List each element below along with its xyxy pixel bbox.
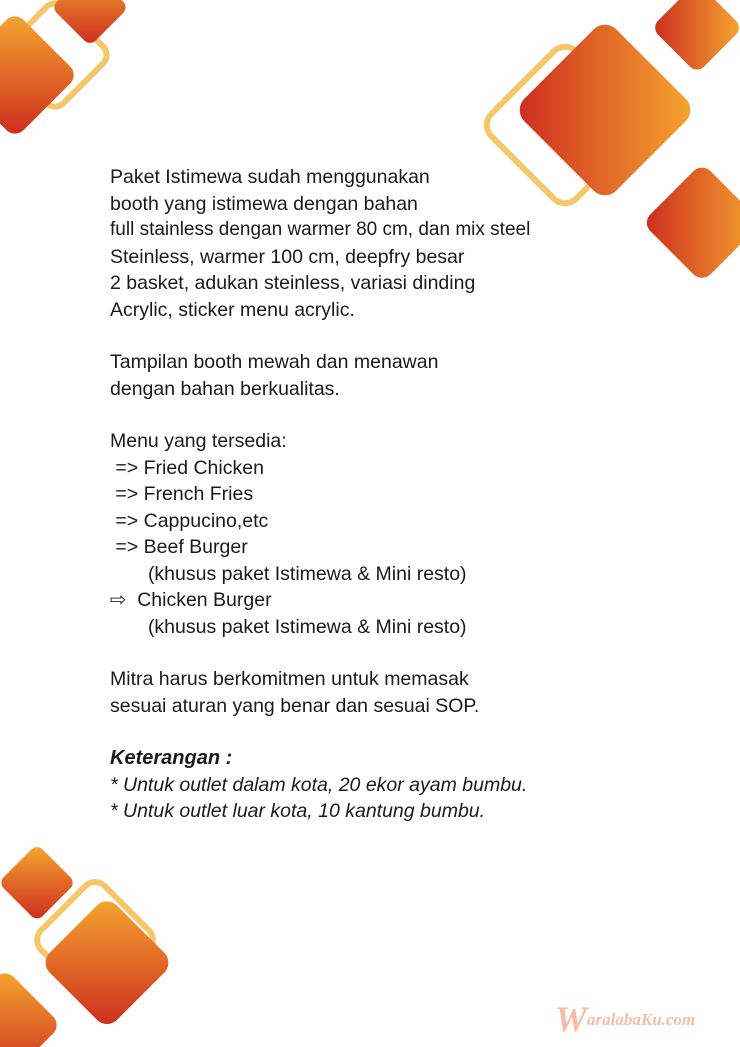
- diamond-top-left-large: [0, 11, 79, 138]
- menu-item-label: Chicken Burger: [137, 589, 272, 611]
- watermark-text: aralabaKu.com: [587, 1010, 696, 1029]
- notes-heading: Keterangan :: [110, 747, 233, 769]
- text-line: booth yang istimewa dengan bahan: [110, 192, 418, 215]
- menu-item-label: (khusus paket Istimewa & Mini resto): [147, 562, 467, 585]
- diamond-bottom-left-large: [40, 896, 174, 1030]
- indent: [110, 563, 148, 585]
- note-item: * Untuk outlet dalam kota, 20 ekor ayam bumbu.: [110, 773, 528, 796]
- diamond-bottom-left-outline: [31, 876, 158, 1003]
- diamond-top-right-small: [651, 0, 740, 74]
- indent: [110, 616, 148, 638]
- diamond-bottom-left-small: [0, 844, 76, 922]
- paragraph-booth: [110, 164, 710, 323]
- menu-item: [110, 481, 710, 508]
- diamond-bottom-left-corner: [0, 968, 62, 1047]
- diamond-top-left-outline: [0, 0, 112, 112]
- menu-item-label: Beef Burger: [143, 536, 248, 558]
- arrow-bullet: =>: [110, 483, 144, 505]
- arrow-bullet: ⇨: [110, 589, 138, 611]
- menu-item-label: Cappucino,etc: [143, 509, 269, 532]
- text-line: dengan bahan berkualitas.: [110, 377, 340, 400]
- menu-heading: Menu yang tersedia:: [110, 430, 287, 452]
- text-line: Steinless, warmer 100 cm, deepfry besar: [110, 245, 465, 268]
- paragraph-appearance: [110, 349, 710, 402]
- menu-item-label: French Fries: [143, 483, 254, 505]
- watermark-initial: W: [555, 999, 588, 1039]
- menu-item-label: Fried Chicken: [143, 456, 264, 479]
- paragraph-commitment: [110, 666, 710, 719]
- menu-item: [110, 455, 710, 482]
- text-line: 2 basket, adukan steinless, variasi dinding: [110, 272, 476, 294]
- menu-item-note: [110, 561, 710, 588]
- text-line: Tampilan booth mewah dan menawan: [110, 351, 439, 373]
- notes-section: [110, 745, 710, 825]
- note-item: * Untuk outlet luar kota, 10 kantung bumbu.: [110, 800, 486, 822]
- menu-item: [110, 534, 710, 561]
- arrow-bullet: =>: [110, 509, 144, 532]
- menu-section: [110, 428, 710, 640]
- menu-item: [110, 508, 710, 535]
- diamond-top-left-small: [51, 0, 129, 46]
- text-line: full stainless dengan warmer 80 cm, dan mix steel: [110, 219, 531, 240]
- menu-item-note: [110, 614, 710, 641]
- arrow-bullet: =>: [110, 536, 144, 558]
- content: [110, 164, 710, 825]
- text-line: Acrylic, sticker menu acrylic.: [110, 298, 355, 321]
- watermark-logo: [555, 998, 725, 1038]
- text-line: sesuai aturan yang benar dan sesuai SOP.: [110, 694, 480, 717]
- text-line: Mitra harus berkomitmen untuk memasak: [110, 668, 469, 690]
- arrow-bullet: =>: [110, 456, 144, 479]
- menu-item-label: (khusus paket Istimewa & Mini resto): [147, 615, 467, 638]
- text-line: Paket Istimewa sudah menggunakan: [110, 166, 430, 188]
- menu-item: [110, 587, 710, 614]
